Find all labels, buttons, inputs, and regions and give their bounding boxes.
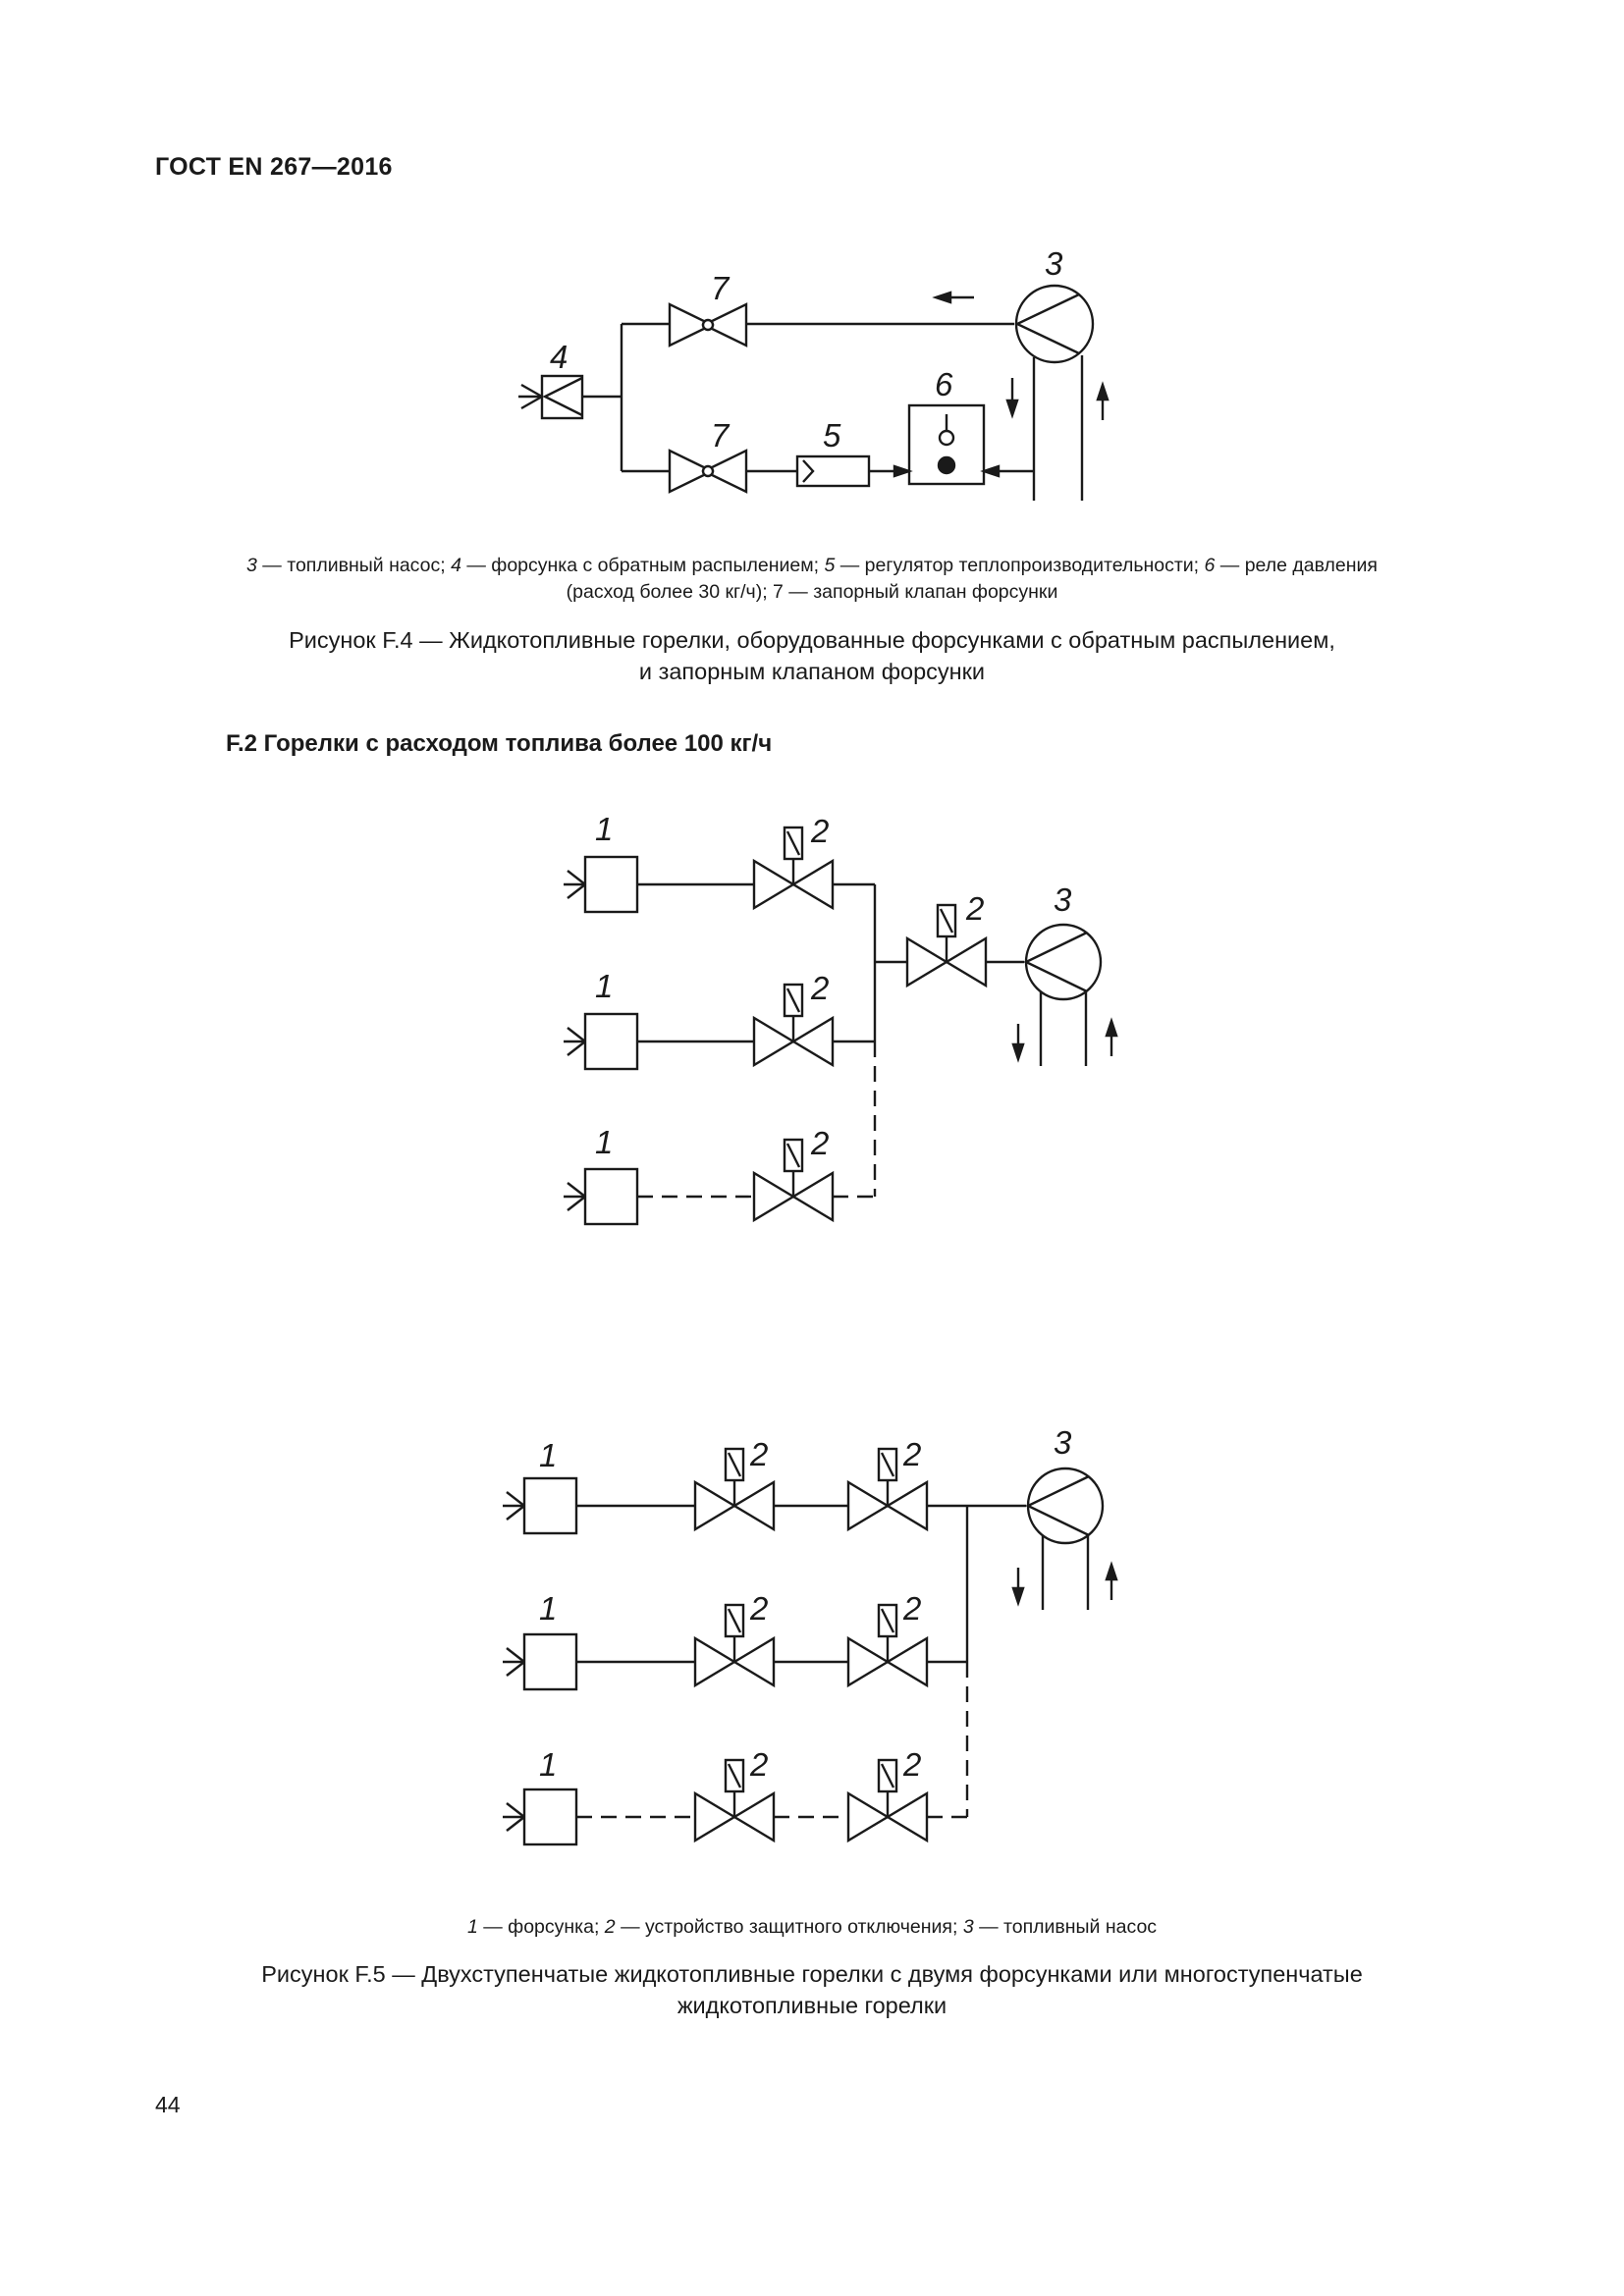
flow-arrow-up-icon-b bbox=[1107, 1565, 1116, 1600]
pressure-relay-symbol-6 bbox=[909, 405, 984, 484]
label-nozzle-4: 4 bbox=[550, 339, 568, 375]
shutoff-valve-lower bbox=[670, 451, 746, 492]
label-regulator-5: 5 bbox=[823, 417, 841, 454]
label-shutoff-2-b-row2-b: 2 bbox=[903, 1590, 922, 1627]
figure-f5-legend: 1 — форсунка; 2 — устройство защитного отключения; 3 — топливный насос bbox=[466, 1916, 1158, 1938]
label-shutoff-2-b-row3-b: 2 bbox=[903, 1746, 922, 1783]
figure-f4-legend bbox=[137, 553, 1487, 606]
figure-f4-legend-line1: 3 — топливный насос; 4 — форсунка с обратным распылением; 5 — регулятор теплопроизводительности; 6 — реле давления bbox=[246, 555, 1378, 576]
document-header: ГОСТ EN 267—2016 bbox=[155, 153, 393, 181]
label-relay-6: 6 bbox=[935, 366, 953, 402]
pump-symbol-top bbox=[1026, 925, 1101, 1066]
label-nozzle-1-row2: 1 bbox=[595, 968, 614, 1004]
label-pump-3-top: 3 bbox=[1054, 881, 1072, 918]
flow-arrow-down-icon bbox=[1013, 1024, 1023, 1059]
shutoff-valve-upper bbox=[670, 304, 746, 346]
label-pump-3-bottom: 3 bbox=[1054, 1424, 1072, 1461]
flow-arrow-up-icon bbox=[1098, 385, 1108, 420]
flow-arrow-down-icon bbox=[1007, 378, 1017, 415]
label-nozzle-1-b-row3: 1 bbox=[539, 1746, 558, 1783]
nozzle-symbol-b-row3 bbox=[503, 1789, 576, 1844]
label-pump-3: 3 bbox=[1045, 245, 1063, 282]
figure-f4-legend-line2: (расход более 30 кг/ч); 7 — запорный клапан форсунки bbox=[566, 581, 1058, 603]
label-shutoff-2-row2: 2 bbox=[811, 970, 830, 1006]
section-heading-f2: F.2 Горелки с расходом топлива более 100 кг/ч bbox=[226, 730, 773, 757]
figure-f5-diagram-top bbox=[0, 805, 1624, 1237]
label-nozzle-1-row3: 1 bbox=[595, 1124, 614, 1160]
label-shutoff-2-b-row3-a: 2 bbox=[750, 1746, 769, 1783]
label-shutoff-2-row3: 2 bbox=[811, 1125, 830, 1161]
label-shutoff-2-main: 2 bbox=[966, 890, 985, 927]
label-nozzle-1-row1: 1 bbox=[595, 811, 614, 847]
label-nozzle-1-b-row2: 1 bbox=[539, 1590, 558, 1627]
nozzle-symbol-row1 bbox=[564, 857, 637, 912]
nozzle-symbol-b-row1 bbox=[503, 1478, 576, 1533]
figure-f4-diagram bbox=[0, 236, 1624, 520]
flow-arrow-down-icon-b bbox=[1013, 1568, 1023, 1603]
regulator-symbol-5 bbox=[797, 456, 869, 486]
nozzle-symbol-b-row2 bbox=[503, 1634, 576, 1689]
nozzle-symbol-row2 bbox=[564, 1014, 637, 1069]
figure-f5-caption: Рисунок F.5 — Двухступенчатые жидкотопливные горелки с двумя форсунками или многоступенчатые жидкотопливные горелки bbox=[261, 1961, 1363, 2018]
label-shutoff-2-b-row1-b: 2 bbox=[903, 1436, 922, 1472]
figure-f4-caption: Рисунок F.4 — Жидкотопливные горелки, оборудованные форсунками с обратным распылением, и запорным клапаном форсунки bbox=[289, 627, 1335, 684]
nozzle-symbol-row3 bbox=[564, 1169, 637, 1224]
label-valve-7-upper: 7 bbox=[711, 270, 730, 306]
pump-symbol-3 bbox=[1016, 286, 1093, 501]
pump-symbol-bottom bbox=[1028, 1468, 1103, 1610]
label-shutoff-2-b-row2-a: 2 bbox=[750, 1590, 769, 1627]
page-number: 44 bbox=[155, 2092, 181, 2117]
label-nozzle-1-b-row1: 1 bbox=[539, 1437, 558, 1473]
flow-arrow-left-icon bbox=[936, 293, 974, 302]
flow-arrow-up-icon bbox=[1107, 1021, 1116, 1056]
label-valve-7-lower: 7 bbox=[711, 417, 730, 454]
figure-f5-diagram-bottom bbox=[0, 1414, 1624, 1865]
label-shutoff-2-row1: 2 bbox=[811, 813, 830, 849]
nozzle-symbol-4 bbox=[518, 376, 582, 418]
label-shutoff-2-b-row1-a: 2 bbox=[750, 1436, 769, 1472]
